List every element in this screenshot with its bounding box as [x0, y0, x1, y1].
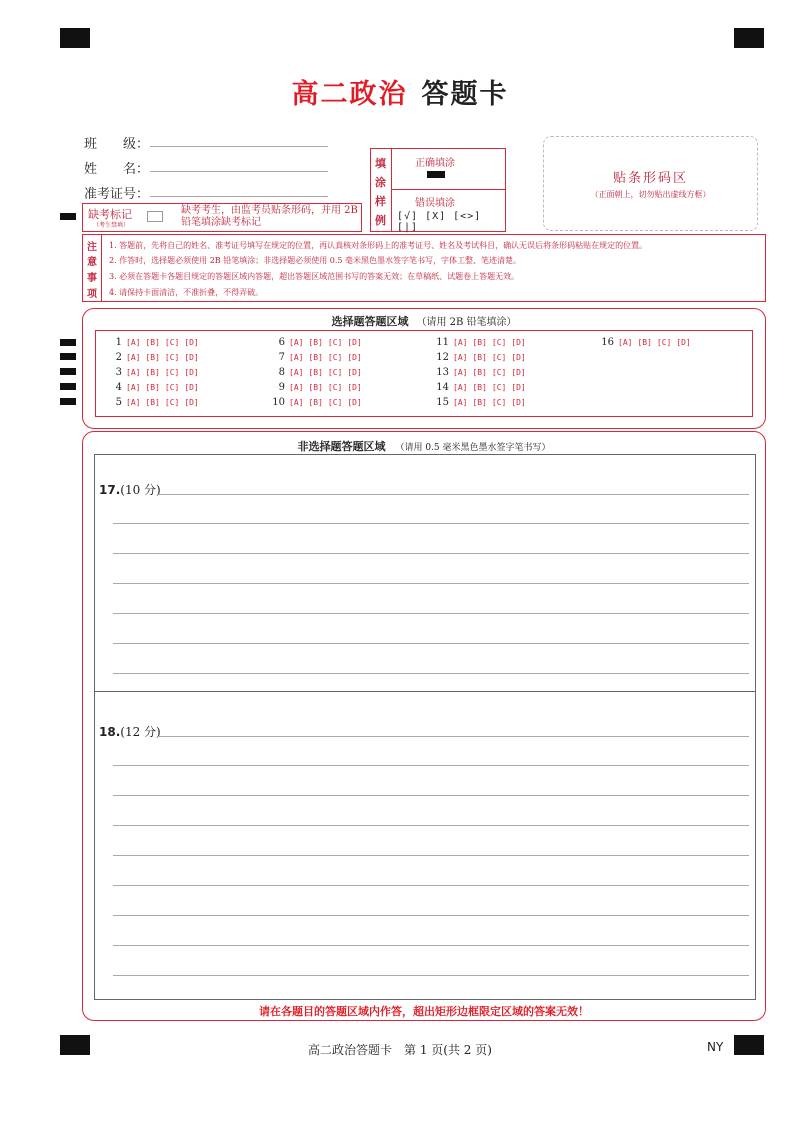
choice-question [267, 337, 367, 348]
question-17-label [99, 481, 161, 498]
question-number: 10 [272, 397, 285, 408]
timing-mark [60, 213, 76, 220]
answer-bubble[interactable]: [A] [289, 383, 304, 392]
answer-bubble[interactable]: [B] [472, 398, 487, 407]
exam-number-label: 准考证号： [84, 187, 150, 202]
choice-area-title [83, 313, 765, 329]
question-18-label [99, 723, 161, 740]
timing-mark [60, 383, 76, 390]
question-number: 13 [436, 367, 449, 378]
answer-bubble[interactable]: [C] [164, 383, 180, 392]
sample-side-label [371, 149, 392, 231]
choice-question [431, 352, 531, 363]
answer-bubble[interactable]: [C] [327, 383, 343, 392]
timing-mark [60, 339, 76, 346]
writing-line[interactable] [113, 795, 749, 796]
absent-mark-box [82, 203, 362, 232]
choice-question [267, 367, 367, 378]
answer-bubble[interactable]: [C] [164, 368, 180, 377]
notes-box [82, 234, 766, 302]
absent-title: 缺考标记 [88, 208, 132, 221]
answer-bubble[interactable]: [B] [145, 353, 160, 362]
answer-bubble[interactable]: [D] [347, 338, 362, 347]
question-divider [95, 691, 755, 692]
question-number: 14 [436, 382, 449, 393]
writing-line[interactable] [113, 613, 749, 614]
answer-bubble[interactable]: [C] [164, 353, 180, 362]
writing-line[interactable] [113, 553, 749, 554]
answer-bubble[interactable]: [A] [289, 368, 304, 377]
choice-question [104, 367, 204, 378]
answer-bubble[interactable]: [D] [347, 353, 362, 362]
writing-line[interactable] [113, 885, 749, 886]
answer-bubble[interactable]: [D] [511, 338, 526, 347]
answer-bubble[interactable]: [B] [145, 368, 160, 377]
notes-side-char: 项 [87, 289, 97, 300]
answer-bubble[interactable]: [C] [327, 338, 343, 347]
answer-bubble[interactable]: [D] [511, 398, 526, 407]
barcode-subtitle: （正面朝上，切勿贴出虚线方框） [590, 190, 711, 199]
writing-line[interactable] [113, 825, 749, 826]
answer-bubble[interactable]: [B] [308, 368, 323, 377]
choice-question [267, 352, 367, 363]
nonchoice-title-note: （请用 0.5 毫米黑色墨水签字笔书写） [395, 443, 551, 453]
correct-fill-label: 正确填涂 [415, 158, 455, 169]
question-score: (12 分) [120, 725, 161, 739]
choice-question [431, 397, 531, 408]
choice-question [104, 382, 204, 393]
sample-divider [392, 189, 505, 190]
nonchoice-frame [94, 454, 756, 1000]
question-number: 5 [115, 397, 122, 408]
answer-bubble[interactable]: [D] [347, 368, 362, 377]
answer-bubble[interactable]: [D] [184, 368, 199, 377]
choice-answer-area [82, 308, 766, 429]
answer-bubble[interactable]: [D] [511, 353, 526, 362]
answer-bubble[interactable]: [A] [453, 383, 468, 392]
answer-bubble[interactable]: [B] [145, 383, 160, 392]
question-number: 12 [436, 352, 449, 363]
answer-bubble[interactable]: [A] [126, 383, 141, 392]
answer-bubble[interactable]: [A] [289, 353, 304, 362]
question-number: 11 [436, 337, 449, 348]
answer-bubble[interactable]: [A] [126, 368, 141, 377]
answer-bubble[interactable]: [D] [184, 338, 199, 347]
nonchoice-answer-area [82, 431, 766, 1021]
answer-bubble[interactable]: [B] [308, 338, 323, 347]
fill-sample-box [370, 148, 506, 232]
answer-bubble[interactable]: [C] [327, 368, 343, 377]
answer-bubble[interactable]: [B] [308, 383, 323, 392]
answer-bubble[interactable]: [D] [184, 398, 199, 407]
answer-bubble[interactable]: [D] [347, 383, 362, 392]
barcode-title: 贴条形码区 [612, 171, 688, 186]
answer-bubble[interactable]: [B] [472, 353, 487, 362]
corner-mark-top-right [734, 28, 764, 48]
nonchoice-title-text: 非选择题答题区域 [297, 440, 386, 453]
page-title [0, 72, 800, 111]
choice-question [104, 337, 204, 348]
note-item: 3. 必须在答题卡各题目规定的答题区域内答题，超出答题区域范围书写的答案无效；在草稿纸、试题卷上答题无效。 [109, 272, 520, 281]
note-item: 2. 作答时，选择题必须使用 2B 铅笔填涂；非选择题必须使用 0.5 毫米黑色墨水签字笔书写，字体工整、笔迹清楚。 [109, 256, 522, 265]
answer-bubble[interactable]: [C] [491, 368, 507, 377]
notes-side-char: 注 [87, 242, 97, 253]
answer-bubble[interactable]: [B] [308, 398, 323, 407]
answer-bubble[interactable]: [B] [472, 368, 487, 377]
answer-bubble[interactable]: [A] [289, 398, 304, 407]
question-number: 4 [115, 382, 122, 393]
writing-line[interactable] [113, 915, 749, 916]
writing-line[interactable] [157, 494, 749, 495]
answer-bubble[interactable]: [C] [164, 398, 180, 407]
corner-mark-top-left [60, 28, 90, 48]
class-field[interactable] [150, 146, 328, 147]
nonchoice-area-title [83, 438, 765, 454]
sample-side-char: 样 [375, 195, 386, 208]
answer-bubble[interactable]: [B] [308, 353, 323, 362]
exam-number-field[interactable] [150, 196, 328, 197]
question-number: 17. [99, 483, 121, 497]
absent-subtitle: （考生禁填） [93, 222, 130, 229]
writing-line[interactable] [113, 975, 749, 976]
writing-line[interactable] [113, 583, 749, 584]
answer-bubble[interactable]: [A] [453, 368, 468, 377]
answer-bubble[interactable]: [C] [656, 338, 672, 347]
answer-bubble[interactable]: [D] [511, 368, 526, 377]
choice-question [267, 382, 367, 393]
question-number: 16 [601, 337, 614, 348]
note-item: 4. 请保持卡面清洁，不准折叠，不得弄破。 [109, 288, 264, 297]
answer-bubble[interactable]: [A] [126, 398, 141, 407]
writing-line[interactable] [157, 736, 749, 737]
answer-bubble[interactable]: [A] [126, 338, 141, 347]
choice-question [267, 397, 367, 408]
correct-fill-example [427, 171, 445, 178]
answer-bubble[interactable]: [D] [511, 383, 526, 392]
timing-mark [60, 398, 76, 405]
writing-line[interactable] [113, 945, 749, 946]
barcode-area [543, 136, 758, 231]
answer-bubble[interactable]: [C] [164, 338, 180, 347]
note-item: 1. 答题前，先将自己的姓名、准考证号填写在规定的位置，再认真核对条形码上的准考证号、姓名及考试科目，确认无误后将条形码粘贴在规定的位置。 [109, 241, 648, 250]
absent-checkbox[interactable] [147, 211, 163, 222]
sample-side-char: 涂 [375, 176, 386, 189]
choice-question [104, 352, 204, 363]
choice-question [431, 382, 531, 393]
name-label: 姓 名： [84, 162, 150, 177]
choice-question [431, 367, 531, 378]
page-footer: 高二政治答题卡 第 1 页(共 2 页) [308, 1043, 492, 1057]
answer-bubble[interactable]: [D] [184, 353, 199, 362]
answer-bubble[interactable]: [C] [491, 338, 507, 347]
boundary-warning: 请在各题目的答题区域内作答，超出矩形边框限定区域的答案无效！ [259, 1005, 589, 1018]
question-number: 7 [278, 352, 285, 363]
class-label: 班 级： [84, 137, 150, 152]
choice-question [596, 337, 696, 348]
writing-line[interactable] [113, 765, 749, 766]
choice-grid [95, 330, 753, 417]
answer-bubble[interactable]: [B] [145, 338, 160, 347]
question-score: (10 分) [120, 483, 161, 497]
answer-bubble[interactable]: [A] [453, 398, 468, 407]
question-number: 18. [99, 725, 121, 739]
question-number: 3 [115, 367, 122, 378]
title-subject: 高二政治 [291, 79, 408, 110]
question-number: 1 [115, 337, 122, 348]
sample-side-char: 填 [375, 157, 386, 170]
answer-bubble[interactable]: [A] [453, 353, 468, 362]
answer-bubble[interactable]: [C] [327, 398, 343, 407]
choice-question [104, 397, 204, 408]
answer-bubble[interactable]: [A] [126, 353, 141, 362]
question-number: 6 [278, 337, 285, 348]
notes-side-char: 意 [87, 257, 97, 268]
answer-bubble[interactable]: [B] [472, 383, 487, 392]
question-number: 2 [115, 352, 122, 363]
answer-bubble[interactable]: [A] [618, 338, 633, 347]
timing-mark [60, 368, 76, 375]
question-number: 9 [278, 382, 285, 393]
answer-bubble[interactable]: [A] [289, 338, 304, 347]
answer-bubble[interactable]: [B] [472, 338, 487, 347]
answer-bubble[interactable]: [B] [637, 338, 652, 347]
writing-line[interactable] [113, 673, 749, 674]
choice-title-text: 选择题答题区域 [331, 315, 409, 328]
writing-line[interactable] [113, 523, 749, 524]
answer-bubble[interactable]: [C] [491, 398, 507, 407]
choice-question [431, 337, 531, 348]
question-number: 15 [436, 397, 449, 408]
sample-side-char: 例 [375, 214, 386, 227]
answer-bubble[interactable]: [C] [491, 383, 507, 392]
timing-mark [60, 353, 76, 360]
choice-title-note: （请用 2B 铅笔填涂） [416, 317, 517, 328]
answer-bubble[interactable]: [D] [676, 338, 691, 347]
answer-bubble[interactable]: [D] [184, 383, 199, 392]
question-number: 8 [278, 367, 285, 378]
writing-line[interactable] [113, 643, 749, 644]
title-card: 答题卡 [421, 79, 509, 110]
answer-bubble[interactable]: [C] [327, 353, 343, 362]
answer-bubble[interactable]: [B] [145, 398, 160, 407]
notes-side-char: 事 [87, 273, 97, 284]
absent-note: 缺考考生，由监考员贴条形码，并用 2B 铅笔填涂缺考标记 [181, 205, 358, 228]
notes-side-label [83, 235, 102, 301]
name-field[interactable] [150, 171, 328, 172]
footer-code: NY [707, 1040, 724, 1054]
answer-bubble[interactable]: [C] [491, 353, 507, 362]
writing-line[interactable] [113, 855, 749, 856]
answer-bubble[interactable]: [A] [453, 338, 468, 347]
wrong-fill-label: 错误填涂 [415, 198, 455, 209]
wrong-fill-examples: [√] [X] [<>] [|] [397, 211, 482, 233]
answer-bubble[interactable]: [D] [347, 398, 362, 407]
